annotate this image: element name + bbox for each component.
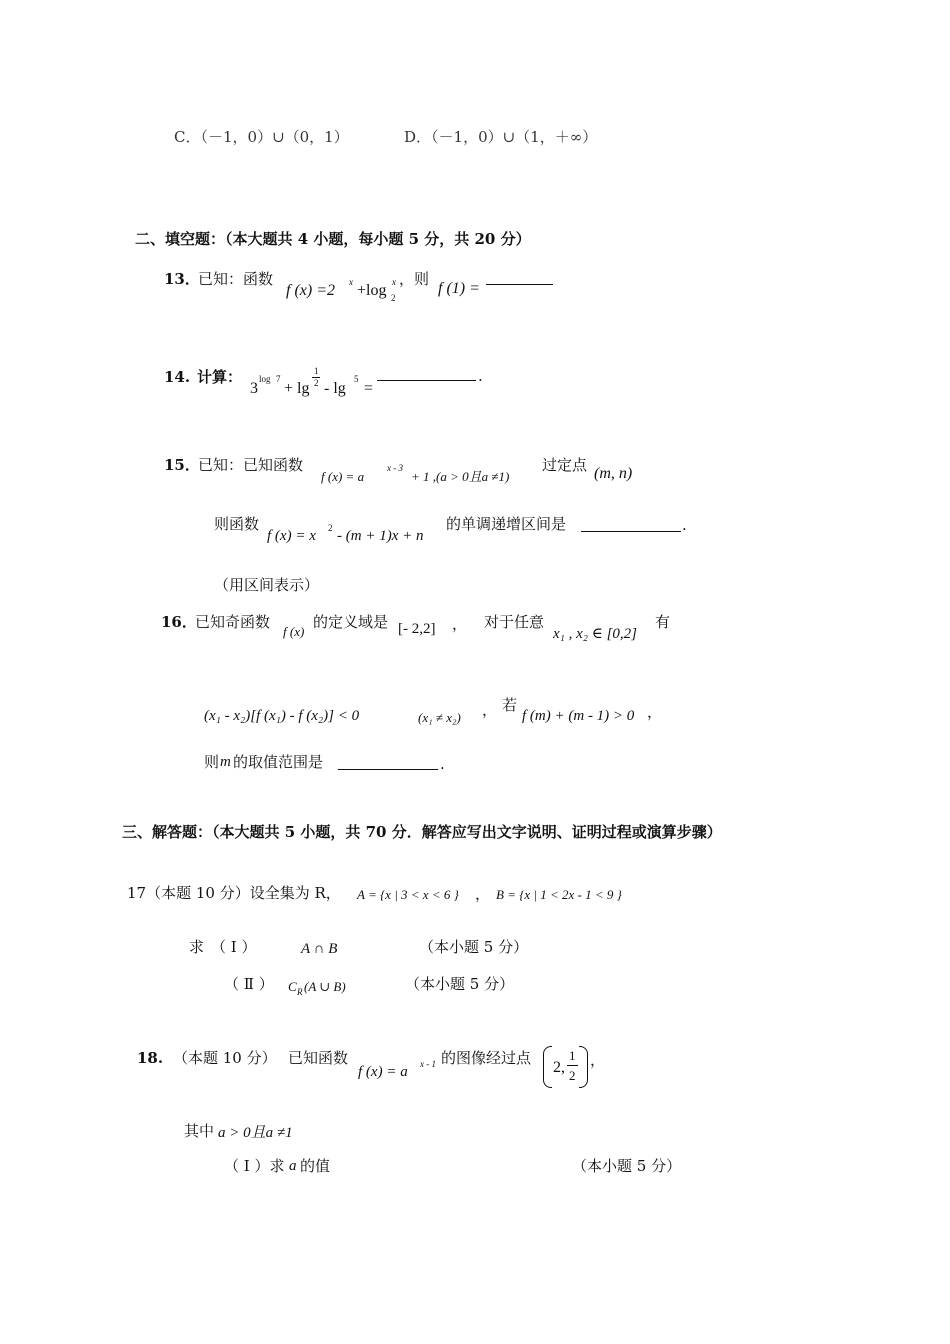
q14-frac-num: 1	[314, 366, 319, 376]
q13-f1: f (1) =	[438, 280, 480, 297]
q18-f-lhs: f (x) = a	[358, 1064, 408, 1080]
q16-cond2: f (m) + (m - 1) > 0	[522, 708, 635, 724]
q14-exp-log: log	[259, 374, 271, 384]
q18-text2: 的图像经过点	[441, 1049, 532, 1067]
q16-vars: x₁ , x₂ ∈ [0,2]	[553, 626, 638, 642]
q16-text: 已知奇函数	[195, 613, 271, 631]
q13-text: 已知：函数	[198, 270, 274, 288]
q16-text3: 对于任意	[484, 613, 545, 631]
q18-frac-den: 2	[569, 1068, 576, 1083]
q17-set-a: A = {x | 3 < x < 6 }	[357, 887, 459, 902]
q13-answer-blank	[486, 284, 553, 285]
q17-label: 17（本题 10 分）设全集为 R，	[127, 884, 341, 902]
q18-text: 已知函数	[288, 1049, 349, 1067]
q18-number: 18.	[137, 1049, 164, 1067]
q15-f-lhs: f (x) = a	[321, 469, 365, 484]
q17-comma: ，	[475, 885, 491, 903]
option-c: C．（－1，0）∪（0，1）	[174, 128, 349, 146]
q16-number: 16．	[161, 613, 197, 631]
q17-part2-sub: R	[297, 987, 303, 997]
q14-frac-den: 2	[314, 378, 319, 388]
q13-log: +log	[357, 282, 387, 299]
q15-sq: 2	[328, 523, 333, 533]
q14-base: 3	[250, 380, 258, 397]
q15-cond: + 1 ,(a > 0且a ≠1)	[411, 469, 510, 484]
q16-text6: 的取值范围是	[233, 753, 324, 771]
q17-set-b: B = {x | 1 < 2x - 1 < 9 }	[496, 887, 622, 902]
q17-qiu: 求	[189, 938, 205, 956]
option-d: D．（－1，0）∪（1，＋∞）	[404, 128, 598, 146]
q15-note: （用区间表示）	[214, 576, 320, 594]
q14-minus-lg: - lg	[324, 380, 346, 397]
q18-part1: （ Ⅰ ）求	[224, 1157, 285, 1175]
q16-text2: 的定义域是	[313, 613, 389, 631]
q16-domain: [- 2,2]	[398, 621, 436, 637]
q18-comma: ，	[590, 1051, 606, 1069]
q15-number: 15．	[164, 456, 200, 474]
q17-part1: （ Ⅰ ）	[211, 938, 257, 956]
q17-part2: （ Ⅱ ）	[224, 975, 274, 993]
q16-comma2: ，	[482, 701, 498, 719]
q16-period: .	[440, 755, 445, 773]
q14-answer-blank	[377, 380, 476, 381]
q16-ruo: 若	[502, 696, 518, 714]
q14-eq: =	[364, 380, 374, 397]
q16-text4: 有	[655, 613, 671, 631]
q16-ineq: (x₁ - x₂)[f (x₁) - f (x₂)] < 0	[204, 708, 360, 724]
q14-period: .	[478, 367, 483, 385]
q16-cond: (x₁ ≠ x₂)	[418, 710, 461, 725]
q18-part1-rest: 的值	[300, 1157, 331, 1175]
q14-plus-lg: + lg	[284, 380, 310, 397]
q18-paren-right	[579, 1046, 588, 1088]
q13-then: ，则	[399, 270, 430, 288]
q13-log-arg: x	[392, 277, 396, 287]
q18-score: （本题 10 分）	[173, 1049, 277, 1067]
q16-m: m	[220, 754, 231, 770]
q13-exp: x	[349, 277, 353, 287]
q16-text5: 则	[204, 753, 220, 771]
q13-f-lhs: f (x) =2	[286, 282, 335, 299]
q14-lg-arg: 5	[354, 374, 359, 384]
q13-log-base: 2	[391, 293, 396, 303]
q15-text4: 的单调递增区间是	[446, 515, 567, 533]
q15-exp: x - 3	[387, 463, 403, 473]
q14-text: 计算：	[197, 368, 243, 386]
q18-a: a	[289, 1158, 297, 1174]
q17-part1-expr: A ∩ B	[301, 941, 338, 957]
q17-part1-score: （本小题 5 分）	[419, 938, 529, 956]
q15-point: (m, n)	[594, 465, 633, 482]
q15-f2: f (x) = x	[267, 528, 316, 544]
q16-answer-blank	[338, 769, 438, 770]
q17-part2-c: C	[288, 979, 297, 994]
q18-frac-num: 1	[569, 1048, 576, 1063]
q14-exp-log-arg: 7	[276, 374, 281, 384]
q18-text3: 其中	[184, 1122, 215, 1140]
q18-part1-score: （本小题 5 分）	[572, 1157, 682, 1175]
q15-f2-rest: - (m + 1)x + n	[337, 528, 424, 544]
q15-text3: 则函数	[214, 515, 260, 533]
section-3-title: 三、解答题：（本大题共 5 小题，共 70 分．解答应写出文字说明、证明过程或演算步骤）	[122, 823, 722, 841]
q17-part2-score: （本小题 5 分）	[405, 975, 515, 993]
q15-text: 已知：已知函数	[198, 456, 304, 474]
q15-text2: 过定点	[542, 456, 588, 474]
section-2-title: 二、填空题：（本大题共 4 小题，每小题 5 分，共 20 分）	[135, 230, 531, 248]
q15-period: .	[682, 516, 687, 534]
q14-number: 14.	[164, 368, 191, 386]
q18-cond: a > 0且a ≠1	[218, 1125, 293, 1141]
q16-comma3: ，	[647, 703, 663, 721]
q17-part2-rest: (A ∪ B)	[304, 979, 346, 994]
q18-exp: x - 1	[420, 1059, 436, 1069]
q15-answer-blank	[581, 531, 681, 532]
q18-point-x: 2,	[553, 1059, 565, 1076]
q16-comma: ，	[452, 615, 468, 633]
q16-fx: f (x)	[283, 624, 305, 639]
q13-number: 13．	[164, 270, 200, 288]
q18-paren-left	[543, 1046, 552, 1088]
q18-frac-bar	[567, 1065, 578, 1066]
